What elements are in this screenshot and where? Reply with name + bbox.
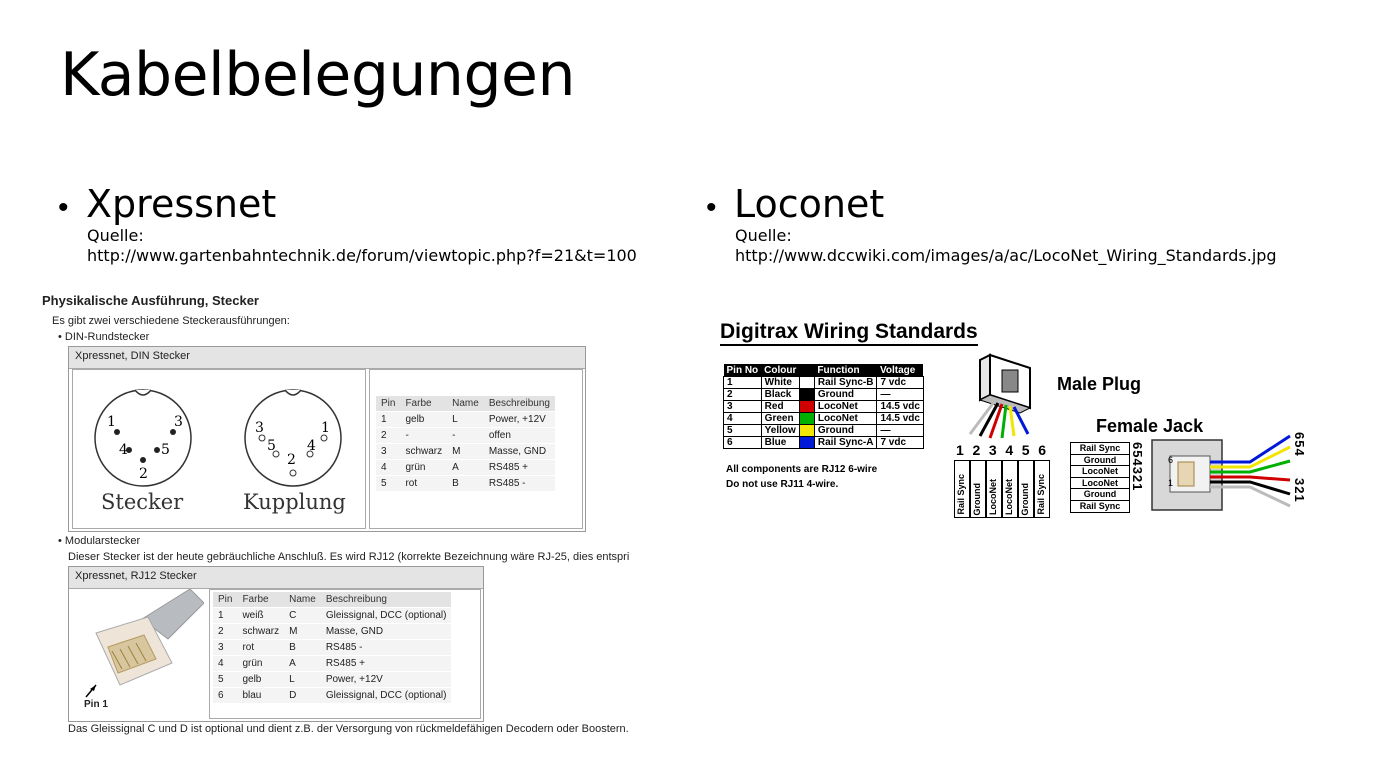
table-cell: M <box>284 624 321 640</box>
table-cell: B <box>284 640 321 656</box>
svg-text:3: 3 <box>255 420 264 436</box>
loconet-diagram <box>720 320 1320 520</box>
svg-text:2: 2 <box>139 466 148 482</box>
function-cell: Rail Sync-A <box>814 437 877 449</box>
svg-text:2: 2 <box>287 452 296 468</box>
pin1-label: Pin 1 <box>84 699 108 710</box>
male-pin-label-box <box>1034 460 1050 518</box>
table-header-cell: Farbe <box>237 592 284 608</box>
svg-text:4: 4 <box>119 442 128 458</box>
female-pin-labels <box>1070 442 1130 513</box>
table-row <box>724 389 924 401</box>
slide-title: Kabelbelegungen <box>60 40 575 110</box>
voltage-cell: 7 vdc <box>877 377 923 389</box>
loconet-source-url[interactable]: http://www.dccwiki.com/images/a/ac/LocoNet_Wiring_Standards.jpg <box>735 246 1277 265</box>
table-cell: 4 <box>213 656 237 672</box>
voltage-cell: — <box>877 425 923 437</box>
table-cell: B <box>447 476 484 492</box>
colour-swatch <box>799 425 814 437</box>
table-cell: grün <box>237 656 284 672</box>
colour-cell: Red <box>761 401 799 413</box>
pin-cell: 6 <box>724 437 762 449</box>
table-cell: L <box>284 672 321 688</box>
doc-item-din-label: DIN-Rundstecker <box>64 331 150 343</box>
table-cell: 1 <box>376 412 400 428</box>
table-cell: rot <box>400 476 447 492</box>
loconet-heading: Loconet <box>734 182 885 226</box>
table-row <box>213 624 451 640</box>
function-cell: Ground <box>814 425 877 437</box>
female-jack-icon <box>1150 430 1310 520</box>
voltage-cell: 14.5 vdc <box>877 401 923 413</box>
table-cell: Power, +12V <box>321 672 452 688</box>
pin-cell: 4 <box>724 413 762 425</box>
male-pin-number: 2 <box>972 442 981 458</box>
table-cell: M <box>447 444 484 460</box>
female-pin-label: LocoNet <box>1071 478 1129 490</box>
doc-item-modular-label: Modularstecker <box>64 535 141 547</box>
doc-item-modular: • Modularstecker <box>58 535 141 547</box>
rj12-plug-icon <box>72 589 204 717</box>
table-cell: RS485 + <box>321 656 452 672</box>
female-numbers-left: 654321 <box>1130 442 1145 492</box>
loconet-pin-table <box>723 364 924 449</box>
pin-cell: 2 <box>724 389 762 401</box>
table-cell: rot <box>237 640 284 656</box>
female-numbers-right-top: 654 <box>1292 432 1307 457</box>
female-jack-label: Female Jack <box>1096 416 1204 436</box>
table-cell: 3 <box>213 640 237 656</box>
table-cell: C <box>284 608 321 624</box>
table-cell: 2 <box>376 428 400 444</box>
function-cell: Ground <box>814 389 877 401</box>
table-cell: gelb <box>400 412 447 428</box>
table-row <box>376 412 555 428</box>
table-cell: D <box>284 688 321 704</box>
male-pin-label-box <box>970 460 986 518</box>
table-cell: Gleissignal, DCC (optional) <box>321 608 452 624</box>
female-pin-label: Ground <box>1071 455 1129 467</box>
table-cell: grün <box>400 460 447 476</box>
table-row <box>213 672 451 688</box>
din-drawing <box>72 369 366 529</box>
female-pin-label: Rail Sync <box>1071 443 1129 455</box>
male-pin-label-box <box>954 460 970 518</box>
modular-text: Dieser Stecker ist der heute gebräuchliche Anschluß. Es wird RJ12 (korrekte Bezeichnung wäre RJ-25, dies entspri <box>68 551 630 563</box>
jack-pin6: 6 <box>1168 455 1174 465</box>
table-cell: blau <box>237 688 284 704</box>
female-pin-label: Rail Sync <box>1079 500 1121 511</box>
female-pin-label: LocoNet <box>1071 466 1129 478</box>
male-pin-labels <box>954 460 1050 518</box>
colour-cell: Blue <box>761 437 799 449</box>
colour-cell: Green <box>761 413 799 425</box>
table-header-cell: Beschreibung <box>321 592 452 608</box>
table-cell: A <box>284 656 321 672</box>
table-cell: L <box>447 412 484 428</box>
colour-cell: White <box>761 377 799 389</box>
table-cell: RS485 - <box>321 640 452 656</box>
table-cell: A <box>447 460 484 476</box>
colour-cell: Yellow <box>761 425 799 437</box>
table-row <box>724 401 924 413</box>
bullet-dot: • <box>58 191 69 224</box>
table-cell: Masse, GND <box>321 624 452 640</box>
table-cell: RS485 + <box>484 460 555 476</box>
male-plug-icon <box>950 350 1050 445</box>
male-plug-label: Male Plug <box>1057 374 1142 394</box>
table-cell: Masse, GND <box>484 444 555 460</box>
pin-cell: 5 <box>724 425 762 437</box>
colour-swatch <box>799 377 814 389</box>
male-pin-label: Rail Sync <box>1036 474 1046 515</box>
din-panel-title: Xpressnet, DIN Stecker <box>69 347 585 369</box>
male-pin-numbers <box>956 442 1046 458</box>
table-header-cell: Name <box>284 592 321 608</box>
table-header-cell: Pin No <box>724 364 762 377</box>
table-row <box>213 608 451 624</box>
table-cell: 4 <box>376 460 400 476</box>
rj12-panel <box>68 566 484 722</box>
doc-heading: Physikalische Ausführung, Stecker <box>42 293 259 308</box>
stecker-label: Stecker <box>101 490 184 514</box>
male-pin-label: LocoNet <box>1004 479 1014 515</box>
male-pin-label-box <box>986 460 1002 518</box>
table-cell: 5 <box>376 476 400 492</box>
table-row <box>376 444 555 460</box>
male-pin-label-box <box>1018 460 1034 518</box>
table-cell: - <box>447 428 484 444</box>
table-cell: schwarz <box>400 444 447 460</box>
doc-item-din: • DIN-Rundstecker <box>58 331 150 343</box>
doc-footer: Das Gleissignal C und D ist optional und dient z.B. der Versorgung von rückmeldefähigen Decodern oder Boostern. <box>68 723 629 735</box>
table-row <box>376 476 555 492</box>
male-pin-label: Rail Sync <box>956 474 966 515</box>
table-cell: Gleissignal, DCC (optional) <box>321 688 452 704</box>
table-header-cell: Function <box>814 364 877 377</box>
male-pin-label: Ground <box>1020 482 1030 515</box>
din-pin-table <box>376 396 555 491</box>
male-pin-label-box <box>1002 460 1018 518</box>
table-row <box>213 640 451 656</box>
male-pin-number: 6 <box>1038 442 1046 458</box>
pin-cell: 1 <box>724 377 762 389</box>
voltage-cell: 7 vdc <box>877 437 923 449</box>
colour-swatch <box>799 413 814 425</box>
svg-text:1: 1 <box>107 414 116 430</box>
table-cell: - <box>400 428 447 444</box>
function-cell: LocoNet <box>814 413 877 425</box>
diagram-title: Digitrax Wiring Standards <box>720 320 978 346</box>
pin-cell: 3 <box>724 401 762 413</box>
female-pin-label: Ground <box>1071 489 1129 501</box>
table-header-cell: Pin <box>376 396 400 412</box>
svg-text:1: 1 <box>321 420 330 436</box>
table-cell: 6 <box>213 688 237 704</box>
male-pin-number: 3 <box>988 442 997 458</box>
table-row <box>724 425 924 437</box>
table-cell: gelb <box>237 672 284 688</box>
table-cell: 1 <box>213 608 237 624</box>
table-row <box>376 428 555 444</box>
male-pin-number: 4 <box>1005 442 1014 458</box>
table-cell: offen <box>484 428 555 444</box>
table-cell: 3 <box>376 444 400 460</box>
table-header-cell: Farbe <box>400 396 447 412</box>
note-rj11: Do not use RJ11 4-wire. <box>726 479 839 490</box>
kupplung-label: Kupplung <box>243 490 346 514</box>
rj12-plug-picture <box>72 589 204 717</box>
svg-text:5: 5 <box>161 442 170 458</box>
function-cell: Rail Sync-B <box>814 377 877 389</box>
bullet-dot: • <box>706 191 717 224</box>
loconet-section <box>706 182 1277 266</box>
table-row <box>724 437 924 449</box>
colour-swatch <box>799 437 814 449</box>
doc-intro: Es gibt zwei verschiedene Steckerausführungen: <box>52 315 290 327</box>
table-row <box>213 688 451 704</box>
din-panel <box>68 346 586 532</box>
female-numbers-right-bottom: 321 <box>1292 478 1307 503</box>
rj12-table-box <box>209 589 481 719</box>
svg-text:3: 3 <box>174 414 183 430</box>
xpressnet-heading: Xpressnet <box>86 182 277 226</box>
voltage-cell: 14.5 vdc <box>877 413 923 425</box>
table-header-cell <box>799 364 814 377</box>
rj12-pin-table <box>213 592 451 703</box>
note-rj12: All components are RJ12 6-wire <box>726 464 878 475</box>
din-table-box <box>369 369 583 529</box>
xpressnet-source-url[interactable]: http://www.gartenbahntechnik.de/forum/viewtopic.php?f=21&t=100 <box>87 246 637 265</box>
male-pin-label: Ground <box>972 482 982 515</box>
table-cell: schwarz <box>237 624 284 640</box>
male-pin-number: 1 <box>956 442 964 458</box>
table-header-cell: Pin <box>213 592 237 608</box>
rj12-panel-title: Xpressnet, RJ12 Stecker <box>69 567 483 589</box>
loconet-source-label: Quelle: <box>735 226 792 245</box>
jack-pin1: 1 <box>1168 478 1174 488</box>
xpressnet-section <box>58 182 637 266</box>
table-cell: 5 <box>213 672 237 688</box>
table-header-cell: Colour <box>761 364 799 377</box>
table-cell: 2 <box>213 624 237 640</box>
table-cell: weiß <box>237 608 284 624</box>
xpressnet-source-label: Quelle: <box>87 226 144 245</box>
svg-text:4: 4 <box>307 438 316 454</box>
table-row <box>724 413 924 425</box>
colour-swatch <box>799 389 814 401</box>
svg-text:5: 5 <box>267 438 276 454</box>
table-header-cell: Name <box>447 396 484 412</box>
male-pin-label: LocoNet <box>988 479 998 515</box>
xpressnet-screenshot <box>40 291 645 741</box>
table-row <box>376 460 555 476</box>
table-cell: Power, +12V <box>484 412 555 428</box>
voltage-cell: — <box>877 389 923 401</box>
table-row <box>213 656 451 672</box>
colour-swatch <box>799 401 814 413</box>
table-header-cell: Beschreibung <box>484 396 555 412</box>
function-cell: LocoNet <box>814 401 877 413</box>
male-pin-number: 5 <box>1021 442 1030 458</box>
colour-cell: Black <box>761 389 799 401</box>
table-cell: RS485 - <box>484 476 555 492</box>
table-header-cell: Voltage <box>877 364 923 377</box>
table-row <box>724 377 924 389</box>
